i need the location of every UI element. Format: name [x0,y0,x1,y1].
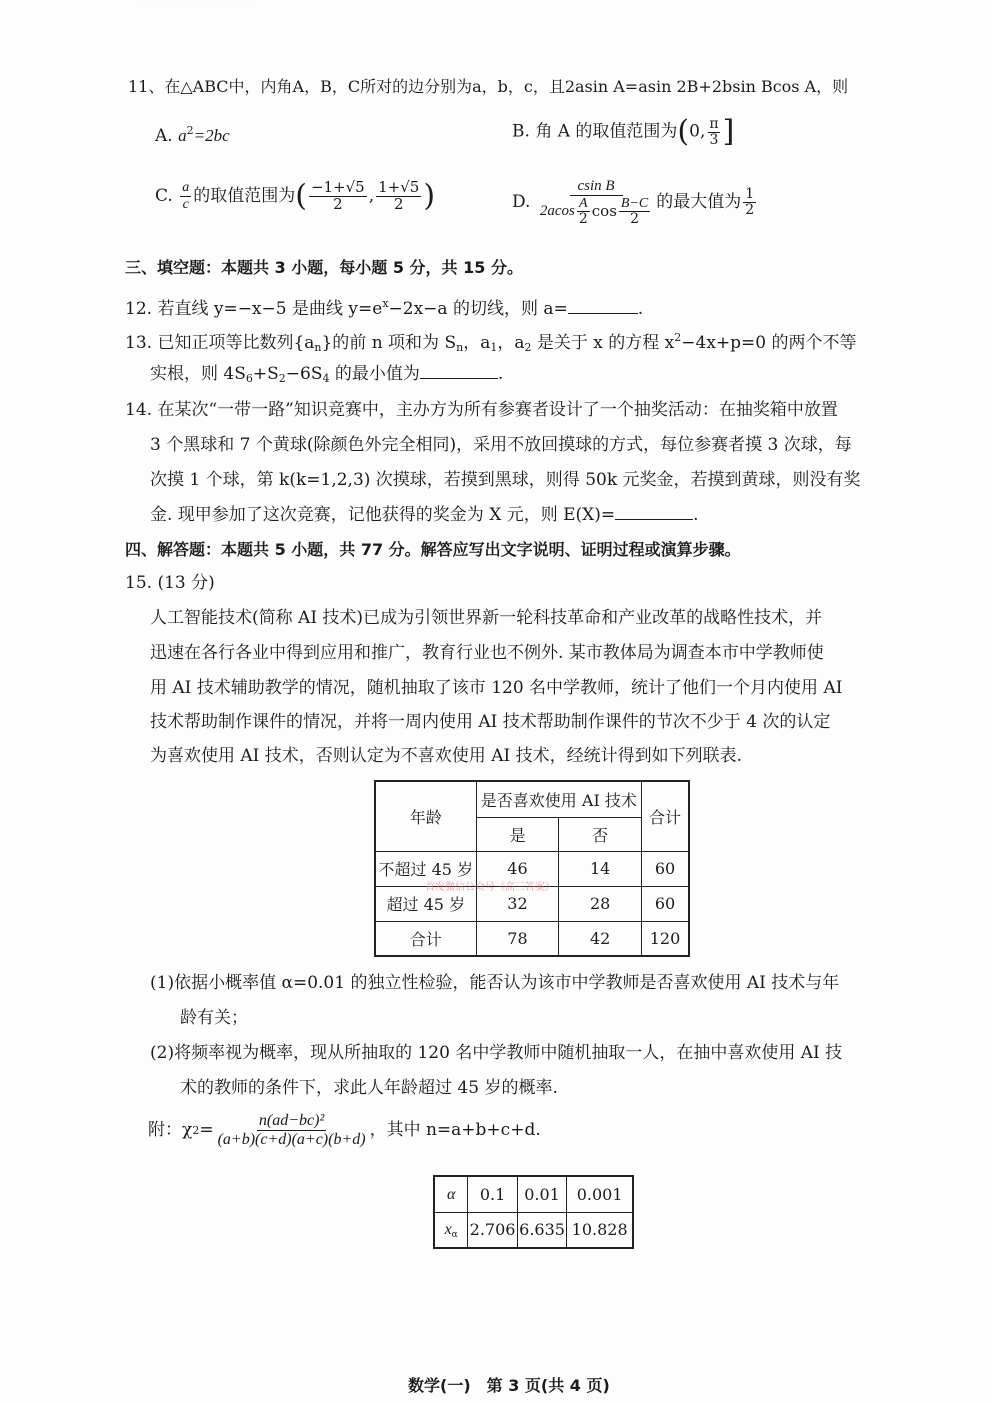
option-d-fraction: csin B 2acos $\frac{A}{2}$ cos $\frac{B-C}{2}$ [539,178,649,228]
q15-para-line: 人工智能技术(简称 AI 技术)已成为引领世界新一轮科技革命和产业改革的战略性技术，并 [150,608,823,628]
cell-yes: 32 [476,886,559,921]
q11-stem-fragments: 11、在△ABC 中，内角 A,B,C 所对的边分别为 a,b,c，且 2asin A=asin 2B+2bsin Bcos A，则 [128,3,260,7]
alpha-value: 0.001 [567,1176,633,1212]
q13-line1: 13. 已知正项等比数列$\{a_n\}$的前 n 项和为 $S_n$，$a_1$，$a_2$ 是关于 x 的方程 $x^2-4x+p=0$ 的两个不等 [125,331,857,354]
critical-value: 10.828 [567,1212,633,1248]
cell-total: 60 [642,886,689,921]
cell-no: 14 [559,851,642,886]
row-label: 合计 [375,921,476,956]
cell-total: 120 [642,921,689,956]
cell-yes: 78 [476,921,559,956]
q14-line1: 14. 在某次“一带一路”知识竞赛中，主办方为所有参赛者设计了一个抽奖活动：在抽奖箱中放置 [125,400,838,420]
q15-para-line: 为喜欢使用 AI 技术，否则认定为不喜欢使用 AI 技术，经统计得到如下列联表. [150,746,743,766]
cell-total: 60 [642,851,689,886]
a-over-c: $\frac{a}{c}$ [182,180,190,212]
watermark: 首发微信公众号《高三答案》 [425,882,555,893]
q15-part1-line1: (1)依据小概率值 α=0.01 的独立性检验，能否认为该市中学教师是否喜欢使用 AI 技术与年 [150,973,840,993]
q14-line4: 金. 现甲参加了这次竞赛，记他获得的奖金为 X 元，则 E(X)= . [150,505,699,525]
answer-blank[interactable] [568,313,638,314]
alpha-label: α [434,1176,468,1212]
answer-blank[interactable] [420,378,498,379]
answer-blank[interactable] [615,519,693,520]
alpha-value: 0.1 [468,1176,517,1212]
critical-value-table [433,1175,634,1249]
cell-no: 28 [559,886,642,921]
header-yes: 是 [476,817,559,851]
x-alpha-label: $x_\alpha$ [434,1212,468,1248]
q15-part2-line1: (2)将频率视为概率，现从所抽取的 120 名中学教师中随机抽取一人，在抽中喜欢使用 AI 技 [150,1043,843,1063]
q13-line2: 实根，则 $4S_6+S_2-6S_4$ 的最小值为 . [150,364,504,385]
q15-para-line: 技术帮助制作课件的情况，并将一周内使用 AI 技术帮助制作课件的节次不少于 4 次的认定 [150,712,831,732]
q11-option-c: C. $\frac{a}{c}$ 的取值范围为( $\frac{-1+√5}{2}$ , $\frac{1+√5}{2}$ ) [155,178,436,214]
critical-value: 2.706 [468,1212,517,1248]
header-age: 年龄 [375,781,476,851]
cell-yes: 46 [476,851,559,886]
pi-over-3: $\frac{\pi}{3}$ [709,116,719,148]
q15-para-line: 迅速在各行各业中得到应用和推广，教育行业也不例外. 某市教体局为调查本市中学教师使 [150,643,824,663]
q11-option-d: D. csin B 2acos $\frac{A}{2}$ cos $\frac{B-C}{2}$ 的最大值为 $\frac{1}{2}$ [512,178,755,228]
lower-bound-fraction: $\frac{-1+√5}{2}$ [310,178,365,213]
q11-stem: 11、在△ABC中，内角A，B，C所对的边分别为a，b，c，且2asin A=asin 2B+2bsin Bcos A，则 [128,77,849,96]
q14-line3: 次摸 1 个球，第 k(k=1,2,3) 次摸球，若摸到黑球，则得 50k 元奖金，若摸到黄球，则没有奖 [150,470,861,490]
upper-bound-fraction: $\frac{1+√5}{2}$ [378,178,420,213]
critical-value: 6.635 [517,1212,566,1248]
row-label: 不超过 45 岁 [375,851,476,886]
page-footer: 数学(一) 第 3 页(共 4 页) [408,1376,610,1395]
q12: 12. 若直线 y=−x−5 是曲线 $y=e^x-2x-a$ 的切线，则 a= . [125,297,644,319]
section-3-heading: 三、填空题：本题共 3 小题，每小题 5 分，共 15 分。 [125,258,523,277]
q15-part1-line2: 龄有关； [180,1008,248,1028]
cell-no: 42 [559,921,642,956]
contingency-table [374,780,690,957]
q11-option-b: B. 角 A 的取值范围为(0, $\frac{\pi}{3}$ ] [512,114,735,150]
row-label: 超过 45 岁 [375,886,476,921]
table-row [375,921,689,956]
chi-square-formula: 附：χ 2 = $\frac{\text{n(ad−bc)²}}{(a+b)(c+d)(a+c)(b+d)}$ ，其中 n=a+b+c+d. [148,1112,541,1148]
q15-para-line: 用 AI 技术辅助教学的情况，随机抽取了该市 120 名中学教师，统计了他们一个月内使用 AI [150,678,843,698]
q11-option-a: A. $a^2=2bc$ [155,124,230,146]
q15-part2-line2: 术的教师的条件下，求此人年龄超过 45 岁的概率. [180,1078,558,1098]
header-like-ai: 是否喜欢使用 AI 技术 [476,781,641,817]
q15-number: 15. (13 分) [125,573,215,593]
q14-line2: 3 个黑球和 7 个黄球(除颜色外完全相同)，采用不放回摸球的方式，每位参赛者摸 3 次球，每 [150,435,852,455]
header-total: 合计 [642,781,689,851]
header-no: 否 [559,817,642,851]
section-4-heading: 四、解答题：本题共 5 小题，共 77 分。解答应写出文字说明、证明过程或演算步骤。 [125,540,741,559]
alpha-value: 0.01 [517,1176,566,1212]
